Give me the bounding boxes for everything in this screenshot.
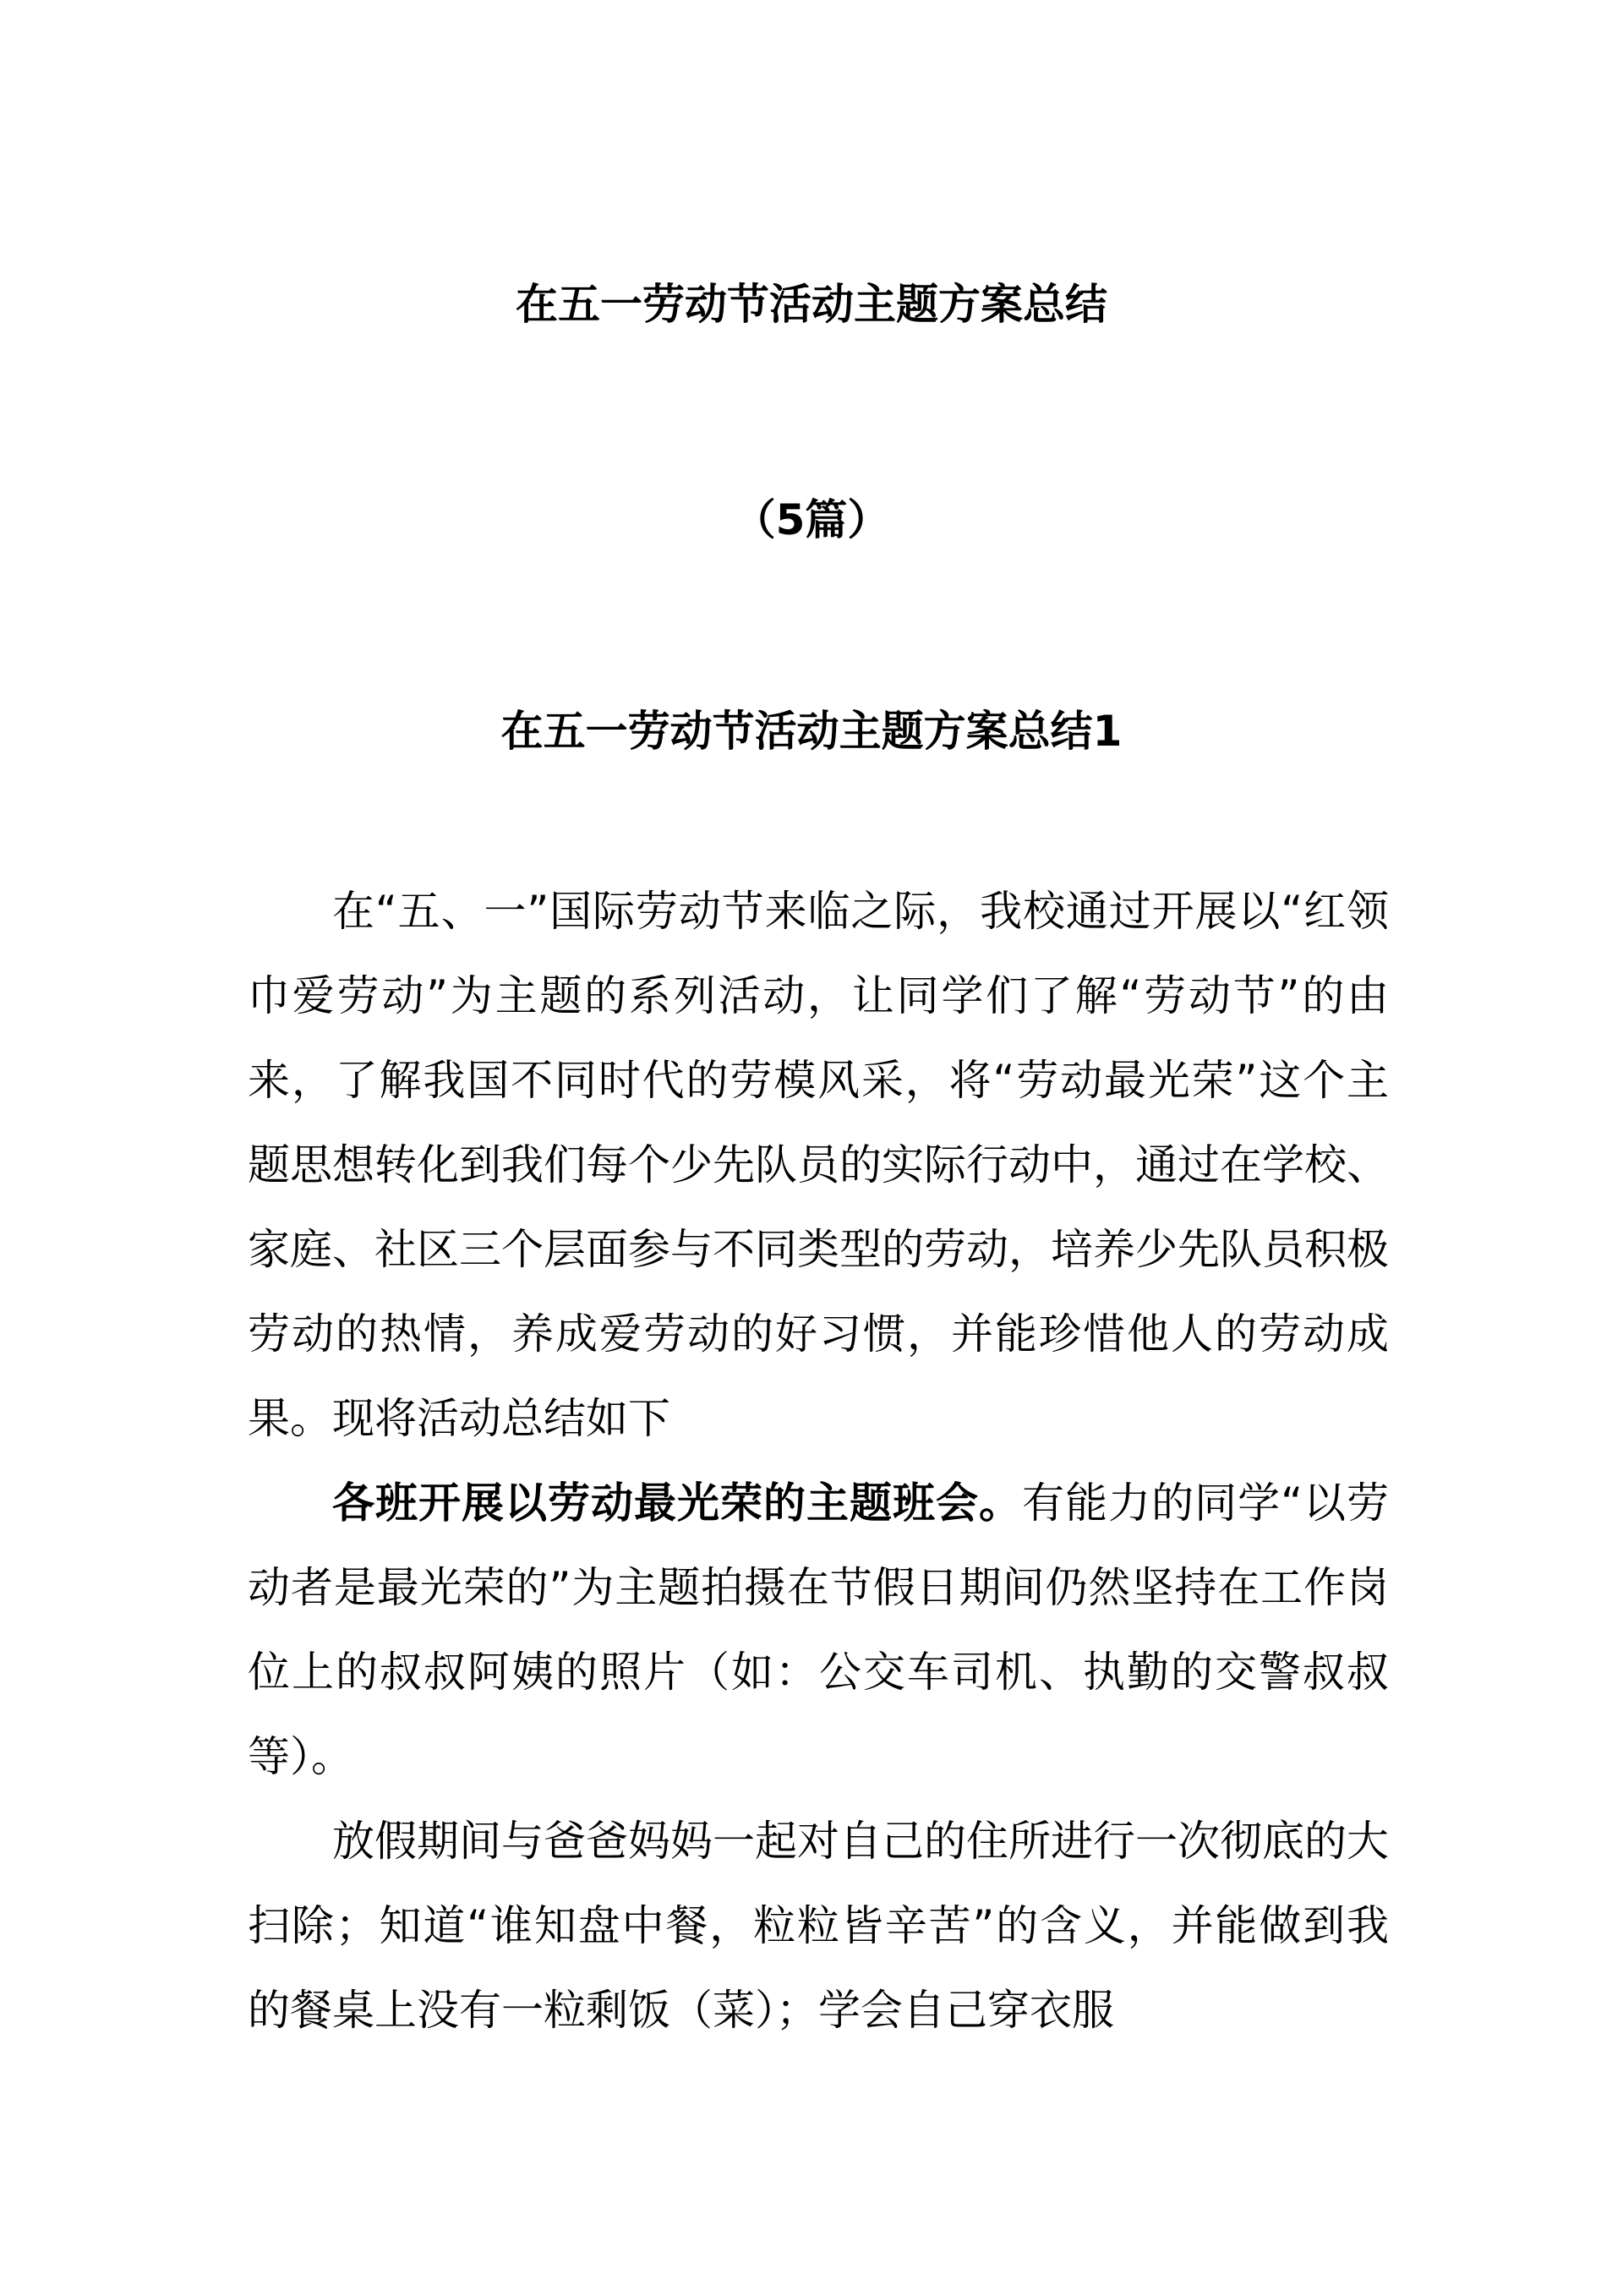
- paragraph-2: [248, 1461, 1389, 1799]
- paragraph-3-text: 放假期间与爸爸妈妈一起对自己的住所进行一次彻底的大扫除；知道“谁知盘中餐，粒粒皆辛苦”的含义，并能做到我的餐桌上没有一粒剩饭（菜）；学会自己穿衣服: [248, 1817, 1389, 2035]
- document-body: [248, 869, 1389, 2053]
- section-title: 在五一劳动节活动主题方案总结1: [500, 707, 1123, 756]
- paragraph-2-lead: 各班开展以劳动最光荣的主题班会。: [332, 1479, 1023, 1528]
- paragraph-1-text: 在“五、一”国际劳动节来临之际，我校通过开展以“红领巾爱劳动”为主题的系列活动，让同学们了解“劳动节”的由来，了解我国不同时代的劳模风采，将“劳动最光荣”这个主题思想转化到我们每个少先队员的实际行动中，通过在学校、家庭、社区三个层面参与不同类型的劳动，培养少先队员积极劳动的热情，养成爱劳动的好习惯，并能珍惜他人的劳动成果。现将活动总结如下: [248, 887, 1389, 1443]
- document-subtitle: （5篇）: [733, 495, 890, 544]
- paragraph-1: [248, 869, 1389, 1461]
- paragraph-3: [248, 1799, 1389, 2053]
- document-title: 在五一劳动节活动主题方案总结: [516, 280, 1107, 329]
- paragraph-2-text: 有能力的同学“以劳动者是最光荣的”为主题拍摄在节假日期间仍然坚持在工作岗位上的叔叔阿姨的照片（如：公交车司机、执勤的交警叔叔等）。: [248, 1479, 1389, 1781]
